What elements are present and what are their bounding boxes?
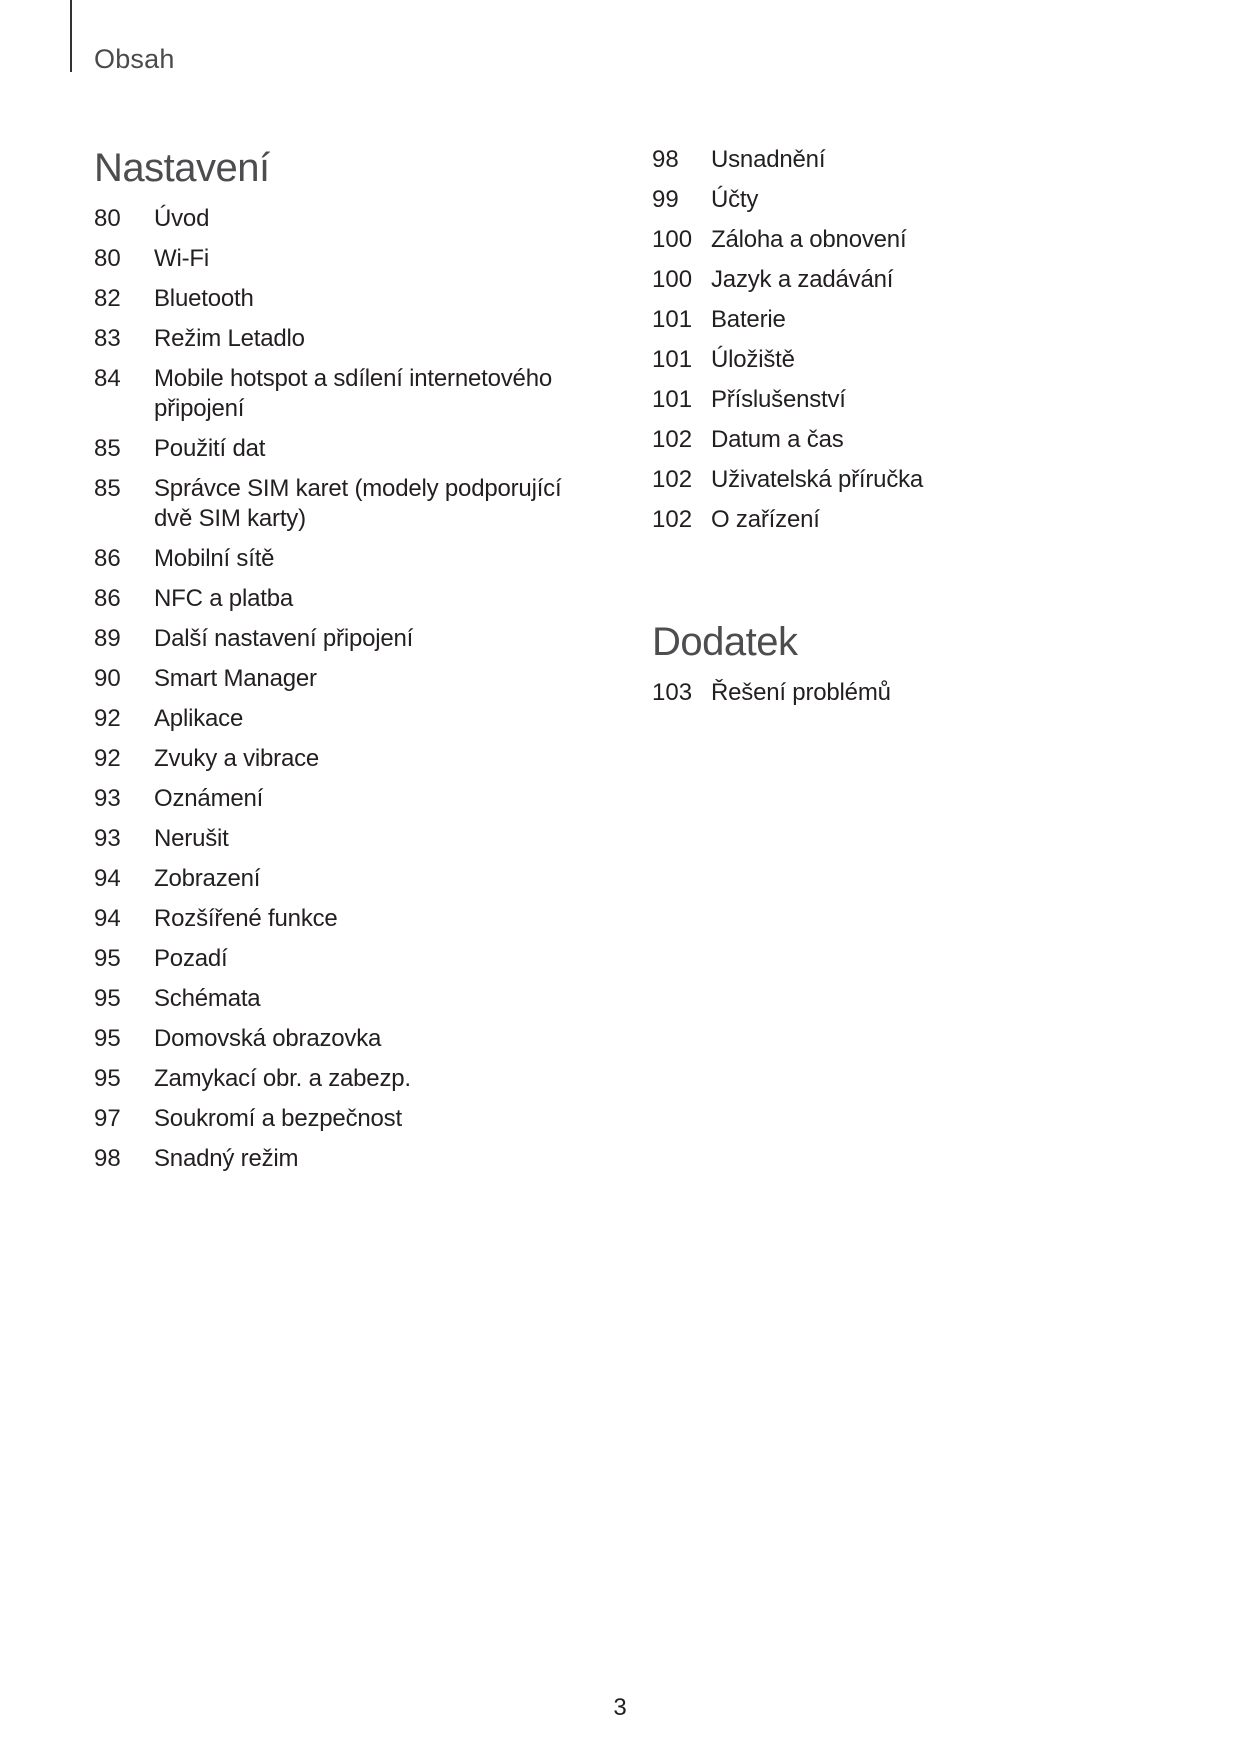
toc-entry-page-number: 97 (94, 1105, 121, 1132)
toc-entry-page-number: 93 (94, 825, 121, 852)
toc-entry-label: Datum a čas (711, 426, 844, 453)
toc-entry-label: Jazyk a zadávání (711, 266, 894, 293)
toc-entry[interactable] (94, 434, 584, 464)
section-title-nastaveni: Nastavení (94, 146, 270, 190)
toc-entry-label: Bluetooth (154, 285, 254, 312)
toc-entry-page-number: 84 (94, 365, 121, 392)
toc-entry-page-number: 80 (94, 205, 121, 232)
toc-entry[interactable] (94, 204, 584, 234)
toc-entry-label: Zobrazení (154, 865, 261, 892)
toc-entry-label: Rozšířené funkce (154, 905, 338, 932)
toc-entry-label: Pozadí (154, 945, 228, 972)
toc-entry-page-number: 80 (94, 245, 121, 272)
toc-entry[interactable] (94, 474, 584, 534)
toc-entry[interactable] (94, 1104, 584, 1134)
toc-entry-page-number: 86 (94, 585, 121, 612)
toc-entry-label: Řešení problémů (711, 679, 891, 706)
toc-entry[interactable] (652, 265, 923, 295)
toc-list-dodatek (652, 678, 891, 718)
toc-entry-page-number: 90 (94, 665, 121, 692)
toc-entry-label: Mobile hotspot a sdílení internetového připojení (154, 365, 552, 422)
toc-entry-page-number: 86 (94, 545, 121, 572)
header-divider (70, 0, 72, 72)
toc-entry[interactable] (94, 984, 584, 1014)
toc-entry-label: NFC a platba (154, 585, 293, 612)
toc-entry-page-number: 89 (94, 625, 121, 652)
toc-entry-page-number: 103 (652, 679, 693, 706)
toc-entry[interactable] (652, 145, 923, 175)
toc-entry-page-number: 85 (94, 435, 121, 462)
toc-entry-page-number: 85 (94, 475, 121, 502)
toc-entry[interactable] (94, 1064, 584, 1094)
toc-entry[interactable] (94, 904, 584, 934)
toc-list-nastaveni (94, 204, 584, 1184)
toc-entry[interactable] (94, 584, 584, 614)
toc-entry[interactable] (652, 305, 923, 335)
toc-entry-label: Úložiště (711, 346, 795, 373)
toc-entry-label: Správce SIM karet (modely podporující dvě SIM karty) (154, 475, 562, 532)
toc-entry-page-number: 99 (652, 186, 679, 213)
toc-entry-label: Domovská obrazovka (154, 1025, 382, 1052)
toc-entry-label: Další nastavení připojení (154, 625, 414, 652)
toc-entry[interactable] (94, 744, 584, 774)
toc-entry[interactable] (94, 864, 584, 894)
toc-entry-label: Snadný režim (154, 1145, 299, 1172)
toc-entry-page-number: 100 (652, 266, 693, 293)
toc-entry[interactable] (652, 465, 923, 495)
toc-entry-page-number: 102 (652, 466, 693, 493)
toc-entry-label: Záloha a obnovení (711, 226, 907, 253)
toc-entry[interactable] (652, 505, 923, 535)
toc-entry-page-number: 83 (94, 325, 121, 352)
toc-entry-page-number: 101 (652, 386, 693, 413)
toc-entry[interactable] (94, 1144, 584, 1174)
toc-entry-page-number: 94 (94, 865, 121, 892)
toc-entry[interactable] (94, 1024, 584, 1054)
toc-entry-label: Režim Letadlo (154, 325, 305, 352)
toc-entry-page-number: 98 (94, 1145, 121, 1172)
toc-entry-label: Aplikace (154, 705, 244, 732)
toc-entry-label: O zařízení (711, 506, 820, 533)
toc-entry-label: Úvod (154, 205, 210, 232)
toc-entry-page-number: 92 (94, 745, 121, 772)
toc-entry-page-number: 95 (94, 945, 121, 972)
toc-entry[interactable] (94, 324, 584, 354)
toc-entry-label: Zamykací obr. a zabezp. (154, 1065, 411, 1092)
toc-entry-label: Oznámení (154, 785, 264, 812)
toc-entry[interactable] (94, 244, 584, 274)
toc-entry[interactable] (652, 425, 923, 455)
toc-entry[interactable] (94, 544, 584, 574)
toc-entry-label: Nerušit (154, 825, 229, 852)
toc-entry[interactable] (652, 385, 923, 415)
toc-entry-page-number: 82 (94, 285, 121, 312)
toc-entry-page-number: 101 (652, 346, 693, 373)
toc-entry-page-number: 95 (94, 1025, 121, 1052)
toc-entry[interactable] (94, 624, 584, 654)
toc-entry-page-number: 95 (94, 1065, 121, 1092)
toc-entry-page-number: 94 (94, 905, 121, 932)
toc-entry-label: Uživatelská příručka (711, 466, 924, 493)
toc-entry-label: Wi-Fi (154, 245, 209, 272)
toc-entry-page-number: 95 (94, 985, 121, 1012)
toc-entry-page-number: 98 (652, 146, 679, 173)
toc-entry[interactable] (652, 225, 923, 255)
toc-entry-page-number: 93 (94, 785, 121, 812)
toc-entry[interactable] (94, 824, 584, 854)
toc-entry-label: Účty (711, 186, 759, 213)
toc-entry-label: Soukromí a bezpečnost (154, 1105, 402, 1132)
toc-entry-page-number: 102 (652, 506, 693, 533)
toc-entry-page-number: 100 (652, 226, 693, 253)
toc-entry-page-number: 92 (94, 705, 121, 732)
toc-entry-label: Použití dat (154, 435, 266, 462)
toc-entry-label: Baterie (711, 306, 786, 333)
page-header-title: Obsah (94, 44, 175, 74)
toc-entry-label: Mobilní sítě (154, 545, 275, 572)
toc-entry[interactable] (652, 345, 923, 375)
toc-entry[interactable] (652, 185, 923, 215)
toc-entry-label: Příslušenství (711, 386, 846, 413)
toc-entry[interactable] (94, 664, 584, 694)
page-number: 3 (613, 1694, 627, 1721)
section-title-dodatek: Dodatek (652, 620, 798, 664)
toc-entry-label: Schémata (154, 985, 261, 1012)
toc-entry[interactable] (94, 364, 584, 424)
toc-entry-page-number: 101 (652, 306, 693, 333)
toc-entry-label: Zvuky a vibrace (154, 745, 320, 772)
toc-entry-page-number: 102 (652, 426, 693, 453)
toc-list-continued (652, 145, 923, 545)
toc-entry[interactable] (94, 284, 584, 314)
toc-entry[interactable] (94, 944, 584, 974)
toc-entry[interactable] (94, 704, 584, 734)
toc-entry[interactable] (652, 678, 891, 708)
toc-entry-label: Usnadnění (711, 146, 826, 173)
toc-entry-label: Smart Manager (154, 665, 317, 692)
toc-entry[interactable] (94, 784, 584, 814)
